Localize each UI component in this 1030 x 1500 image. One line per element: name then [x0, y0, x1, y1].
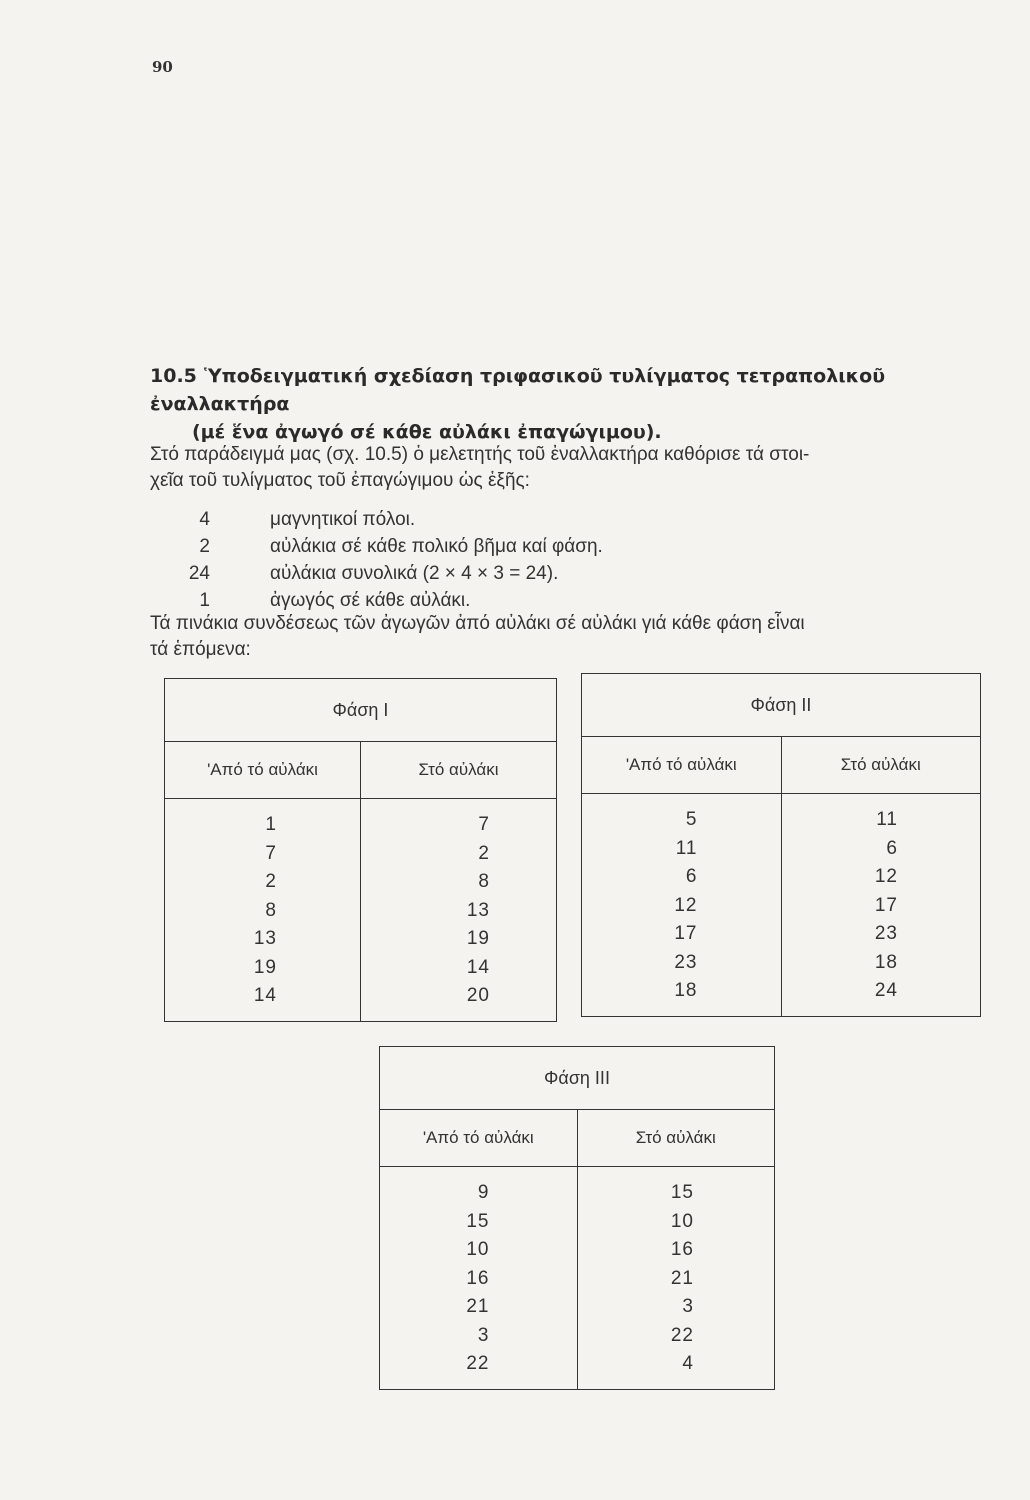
to-slot-cell: 11 — [876, 809, 898, 830]
to-slot-cell: 12 — [874, 866, 898, 887]
to-slot-cell: 10 — [670, 1210, 694, 1232]
to-slot-cell: 4 — [682, 1353, 694, 1374]
from-slot-header: 'Από τό αὐλάκι — [582, 737, 782, 793]
phase-title: Φάση ΙΙ — [582, 674, 980, 737]
from-slot-cell: 14 — [253, 985, 277, 1006]
section-number: 10.5 — [150, 365, 197, 387]
phase-title: Φάση Ι — [165, 679, 556, 742]
to-slot-header: Στό αὐλάκι — [635, 1128, 716, 1147]
from-slot-cell: 2 — [265, 871, 277, 892]
from-slot-cell: 10 — [466, 1239, 490, 1260]
section-title-line2: (μέ ἕνα ἀγωγό σέ κάθε αὐλάκι ἐπαγώγιμου). — [192, 421, 662, 443]
phase-3-table — [379, 1046, 775, 1390]
from-slot-cell: 22 — [466, 1353, 490, 1374]
spec-text: αὐλάκια σέ κάθε πολικό βῆμα καί φάση. — [270, 536, 603, 557]
from-slot-column — [380, 1167, 578, 1389]
phase-2-table — [581, 673, 981, 1017]
to-slot-cell: 13 — [466, 899, 490, 921]
spec-number: 1 — [199, 590, 210, 611]
table-body — [380, 1167, 774, 1389]
spec-item — [150, 561, 850, 588]
to-slot-cell: 7 — [478, 814, 490, 835]
to-slot-cell: 6 — [886, 837, 898, 859]
page-number: 90 — [152, 58, 173, 76]
from-slot-cell: 16 — [466, 1267, 490, 1289]
intro-line-1: Στό παράδειγμά μας (σχ. 10.5) ὁ μελετητής τοῦ ἐναλλακτήρα καθόρισε τά στοι- — [150, 444, 810, 465]
section-title-line1: Ὑποδειγματική σχεδίαση τριφασικοῦ τυλίγματος τετραπολικοῦ ἐναλλακτήρα — [150, 365, 886, 415]
tables-intro-paragraph — [150, 611, 1000, 663]
to-slot-column — [361, 799, 556, 1021]
to-slot-cell: 18 — [874, 951, 898, 973]
to-slot-cell: 2 — [478, 842, 490, 864]
to-slot-cell: 21 — [670, 1267, 694, 1289]
from-slot-cell: 12 — [674, 894, 698, 916]
spec-number: 4 — [199, 509, 210, 530]
from-slot-cell: 13 — [253, 928, 277, 949]
phase-title: Φάση ΙΙΙ — [380, 1047, 774, 1110]
tables-intro-line-1: Τά πινάκια συνδέσεως τῶν ἀγωγῶν ἀπό αὐλάκι σέ αὐλάκι γιά κάθε φάση εἶναι — [150, 613, 805, 634]
from-slot-cell: 9 — [477, 1182, 490, 1203]
tables-intro-line-2: τά ἑπόμενα: — [150, 639, 251, 660]
spec-number: 24 — [188, 563, 210, 584]
spec-item — [150, 507, 850, 534]
to-slot-cell: 3 — [682, 1296, 694, 1317]
to-slot-cell: 17 — [874, 894, 898, 916]
to-slot-cell: 14 — [466, 956, 490, 978]
from-slot-column — [165, 799, 361, 1021]
winding-spec-list — [150, 507, 850, 615]
column-headers — [380, 1110, 774, 1167]
to-slot-header: Στό αὐλάκι — [840, 755, 921, 774]
from-slot-cell: 3 — [477, 1324, 490, 1346]
table-body — [165, 799, 556, 1021]
from-slot-header: 'Από τό αὐλάκι — [165, 742, 361, 798]
intro-paragraph — [150, 442, 1000, 494]
table-body — [582, 794, 980, 1016]
to-slot-cell: 24 — [874, 980, 898, 1001]
from-slot-cell: 5 — [685, 809, 698, 830]
to-slot-cell: 23 — [874, 923, 898, 944]
to-slot-cell: 22 — [670, 1324, 694, 1346]
section-heading — [150, 362, 1000, 446]
from-slot-cell: 21 — [466, 1296, 490, 1317]
from-slot-cell: 6 — [685, 866, 698, 887]
from-slot-cell: 23 — [674, 951, 698, 973]
to-slot-cell: 8 — [478, 871, 490, 892]
column-headers — [582, 737, 980, 794]
spec-item — [150, 534, 850, 561]
from-slot-cell: 17 — [674, 923, 698, 944]
to-slot-column — [782, 794, 981, 1016]
from-slot-column — [582, 794, 782, 1016]
spec-text: μαγνητικοί πόλοι. — [270, 509, 416, 530]
from-slot-cell: 15 — [466, 1210, 490, 1232]
to-slot-cell: 16 — [670, 1239, 694, 1260]
spec-text: ἀγωγός σέ κάθε αὐλάκι. — [270, 590, 471, 611]
from-slot-cell: 7 — [265, 842, 277, 864]
spec-text: αὐλάκια συνολικά (2 × 4 × 3 = 24). — [270, 563, 559, 584]
to-slot-column — [578, 1167, 775, 1389]
from-slot-header: 'Από τό αὐλάκι — [380, 1110, 578, 1166]
from-slot-cell: 1 — [265, 814, 277, 835]
to-slot-cell: 15 — [670, 1182, 694, 1203]
intro-line-2: χεῖα τοῦ τυλίγματος τοῦ ἐπαγώγιμου ὡς ἑξῆς: — [150, 470, 530, 491]
to-slot-cell: 20 — [466, 985, 490, 1006]
column-headers — [165, 742, 556, 799]
to-slot-header: Στό αὐλάκι — [418, 760, 499, 779]
to-slot-cell: 19 — [466, 928, 490, 949]
from-slot-cell: 11 — [675, 837, 698, 859]
from-slot-cell: 19 — [253, 956, 277, 978]
from-slot-cell: 8 — [265, 899, 277, 921]
phase-1-table — [164, 678, 557, 1022]
from-slot-cell: 18 — [674, 980, 698, 1001]
spec-number: 2 — [199, 536, 210, 557]
